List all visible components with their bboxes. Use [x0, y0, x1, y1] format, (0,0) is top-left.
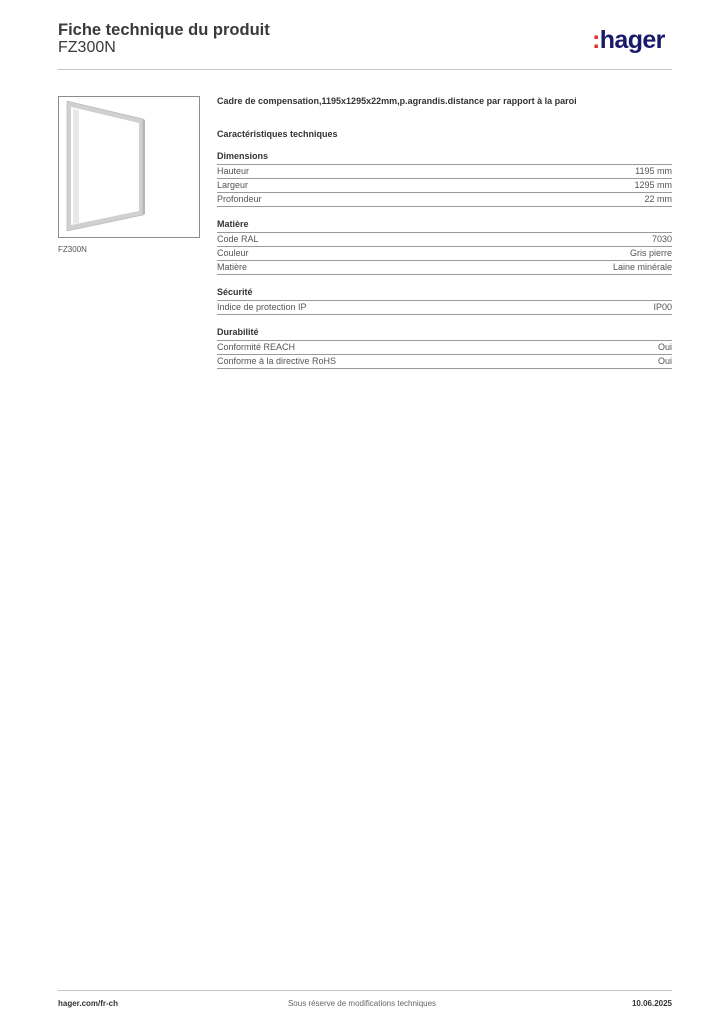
spec-row — [217, 247, 672, 261]
spec-value: Oui — [657, 356, 672, 366]
product-image — [58, 96, 200, 238]
spec-label: Conformité REACH — [217, 342, 296, 352]
spec-value: 1195 mm — [635, 166, 672, 176]
spec-row — [217, 165, 672, 179]
page-title: Fiche technique du produit — [58, 21, 270, 39]
spec-group-title: Durabilité — [217, 327, 672, 341]
spec-label: Profondeur — [217, 194, 262, 204]
product-details — [217, 96, 672, 369]
product-code: FZ300N — [58, 39, 116, 56]
logo-text: hager — [599, 26, 665, 54]
spec-row — [217, 341, 672, 355]
spec-label: Code RAL — [217, 234, 259, 244]
footer-website[interactable]: hager.com/fr-ch — [58, 999, 119, 1008]
footer-date: 10.06.2025 — [631, 999, 672, 1008]
spec-row — [217, 233, 672, 247]
specs-heading: Caractéristiques techniques — [217, 129, 338, 139]
footer-divider — [58, 990, 672, 991]
frame-illustration — [59, 97, 199, 237]
spec-label: Largeur — [217, 180, 249, 190]
spec-value: IP00 — [653, 302, 672, 312]
spec-group — [217, 287, 672, 315]
spec-value: 22 mm — [644, 194, 672, 204]
spec-group-title: Sécurité — [217, 287, 672, 301]
spec-value: 1295 mm — [634, 180, 672, 190]
spec-value: Oui — [657, 342, 672, 352]
spec-row — [217, 193, 672, 207]
spec-group — [217, 151, 672, 207]
product-description: Cadre de compensation,1195x1295x22mm,p.agrandis.distance par rapport à la paroi — [217, 96, 577, 106]
spec-group — [217, 219, 672, 275]
spec-label: Conforme à la directive RoHS — [217, 356, 337, 366]
spec-label: Couleur — [217, 248, 249, 258]
hager-logo[interactable] — [592, 28, 665, 53]
spec-value: 7030 — [651, 234, 672, 244]
image-caption: FZ300N — [58, 245, 87, 254]
spec-value: Gris pierre — [629, 248, 672, 258]
spec-row — [217, 355, 672, 369]
spec-label: Hauteur — [217, 166, 250, 176]
logo-colon: : — [592, 26, 600, 54]
spec-value: Laine minérale — [612, 262, 672, 272]
spec-label: Indice de protection IP — [217, 302, 307, 312]
spec-label: Matière — [217, 262, 248, 272]
footer-notice: Sous réserve de modifications techniques — [287, 999, 437, 1008]
spec-row — [217, 179, 672, 193]
specs-groups — [217, 151, 672, 369]
spec-group-title: Dimensions — [217, 151, 672, 165]
header-divider — [58, 69, 672, 70]
spec-row — [217, 261, 672, 275]
spec-row — [217, 301, 672, 315]
spec-group — [217, 327, 672, 369]
spec-group-title: Matière — [217, 219, 672, 233]
